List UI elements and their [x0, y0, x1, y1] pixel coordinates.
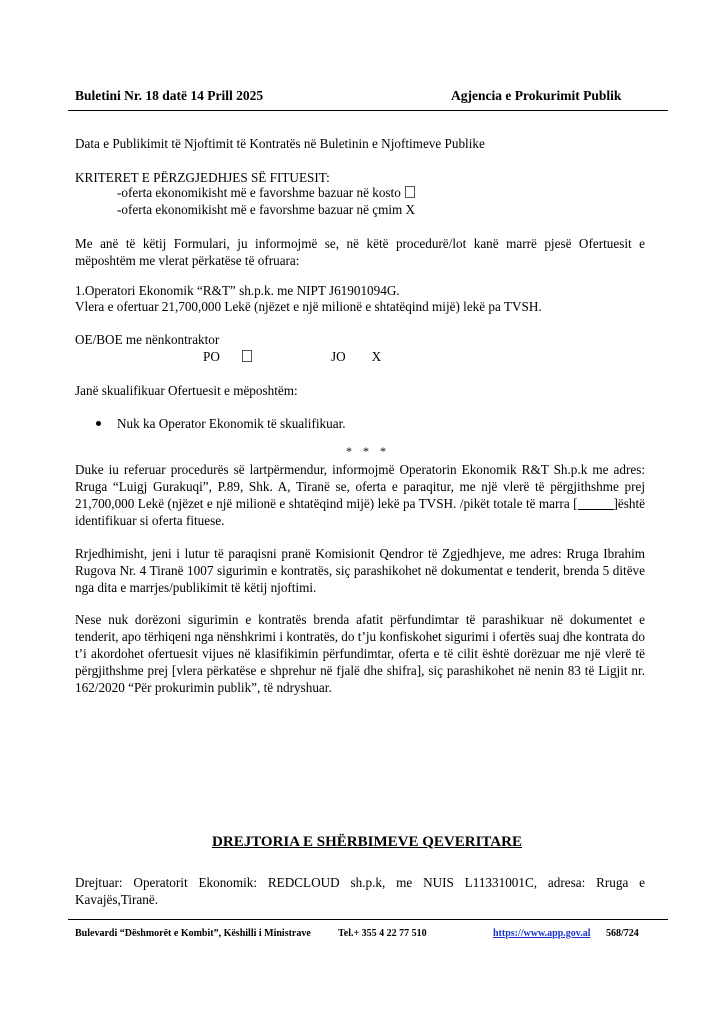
criteria-price: -oferta ekonomikisht më e favorshme bazuar në çmim X: [117, 202, 416, 217]
agency-name: Agjencia e Prokurimit Publik: [451, 88, 622, 103]
jo-option: JO X: [331, 349, 382, 364]
po-option: PO: [203, 348, 252, 365]
separator: * * *: [346, 444, 390, 458]
section-heading: DREJTORIA E SHËRBIMEVE QEVERITARE: [212, 834, 522, 850]
subcontractor-label: OE/BOE me nënkontraktor: [75, 332, 220, 347]
points-blank: [578, 497, 614, 510]
cost-checkbox: [405, 186, 415, 198]
criteria-title: KRITERET E PËRZGJEDHJES SË FITUESIT:: [75, 170, 330, 185]
winner-paragraph: Duke iu referuar procedurës së lartpërmendur, informojmë Operatorin Ekonomik R&T Sh.p.k me adres: Rruga “Luigj Gurakuqi”, P.89, Shk. A, Tiranë se, oferta e paraqitur, me një vlerë të përgjithshme prej 21,700,000 Lekë (njëzet e një milionë e shtatëqind mijë) lekë pa TVSH. /pikët totale të marra [ ]është identifikuar si oferta fituese.: [75, 462, 645, 528]
intro-paragraph: Me anë të këtij Formulari, ju informojmë se, në këtë procedurë/lot kanë marrë pjesë Ofertuesit e mëposhtëm me vlerat përkatëse të ofruara:: [75, 236, 645, 268]
bullet-dot: [96, 421, 101, 426]
footer-rule: [68, 919, 668, 920]
jo-mark: X: [371, 349, 382, 364]
po-checkbox: [242, 350, 252, 362]
guarantee-paragraph: Rrjedhimisht, jeni i lutur të paraqisni pranë Komisionit Qendror të Zgjedhjeve, me adres: Rruga Ibrahim Rugova Nr. 4 Tiranë 1007 sigurimin e kontratës, siç parashikohet në dokumentat e tenderit, brenda 5 ditëve nga dita e marrjes/publikimit të këtij njoftimi.: [75, 546, 645, 595]
criteria-cost: -oferta ekonomikisht më e favorshme bazuar në kosto: [117, 184, 637, 201]
footer-address: Bulevardi “Dëshmorët e Kombit”, Këshilli i Ministrave: [75, 928, 311, 939]
publication-line: Data e Publikimit të Njoftimit të Kontratës në Buletinin e Njoftimeve Publike: [75, 136, 485, 151]
offer-value-line: Vlera e ofertuar 21,700,000 Lekë (njëzet e një milionë e shtatëqind mijë) lekë pa TVSH.: [75, 299, 542, 314]
addressee-paragraph: Drejtuar: Operatorit Ekonomik: REDCLOUD sh.p.k, me NUIS L11331001C, adresa: Rruga e Kavajës,Tiranë.: [75, 875, 645, 907]
disqualified-item: Nuk ka Operator Ekonomik të skualifikuar.: [117, 416, 346, 431]
footer-phone: Tel.+ 355 4 22 77 510: [338, 928, 427, 939]
footer-page-number: 568/724: [606, 928, 639, 939]
operator-line: 1.Operatori Ekonomik “R&T” sh.p.k. me NIPT J61901094G.: [75, 283, 400, 298]
penalty-paragraph: Nese nuk dorëzoni sigurimin e kontratës brenda afatit përfundimtar të parashikuar në dokumentet e tenderit, apo tërhiqeni nga nënshkrimi i kontratës, do t’ju konfiskohet sigurimi i ofertës suaj dhe kontrata do t’i akordohet ofertuesit vijues në klasifikimin përfundimtar, oferta e të cilit është dorëzuar me një vlerë të përgjithshme prej [vlera përkatëse e shprehur në fjalë dhe shifra], siç parashikohet në nenin 83 të Ligjit nr. 162/2020 “Për prokurimin publik”, të ndryshuar.: [75, 612, 645, 695]
header-rule: [68, 110, 668, 111]
footer-website-link[interactable]: https://www.app.gov.al: [493, 928, 591, 939]
bulletin-number: Buletini Nr. 18 datë 14 Prill 2025: [75, 88, 264, 103]
disqualified-intro: Janë skualifikuar Ofertuesit e mëposhtëm:: [75, 383, 298, 398]
